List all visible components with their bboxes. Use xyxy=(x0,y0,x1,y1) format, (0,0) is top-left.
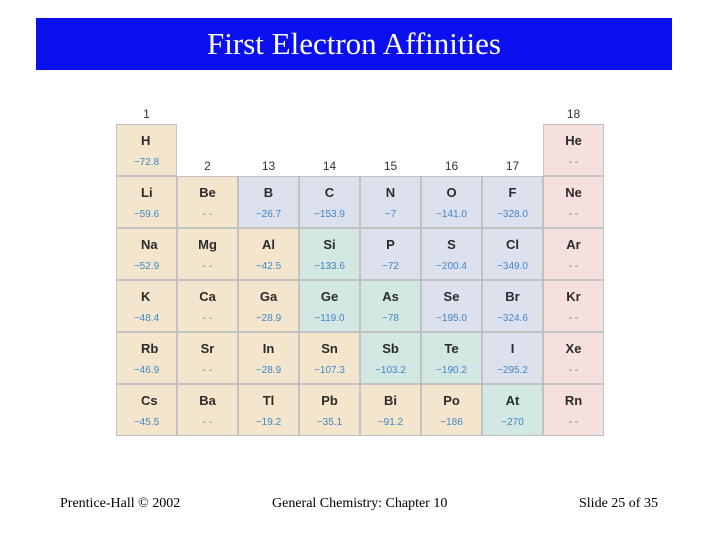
electron-affinity-value: - - xyxy=(202,417,213,428)
electron-affinity-value: −133.6 xyxy=(314,261,345,272)
element-symbol: B xyxy=(263,185,274,200)
element-symbol: Li xyxy=(141,185,153,200)
element-cell-al xyxy=(238,228,299,280)
group-header-2: 2 xyxy=(204,159,211,173)
element-symbol: Xe xyxy=(565,341,582,356)
electron-affinity-value: −295.2 xyxy=(497,365,528,376)
group-header-15: 15 xyxy=(383,159,398,173)
element-symbol: S xyxy=(447,237,456,252)
group-header-13: 13 xyxy=(261,159,276,173)
element-symbol: Po xyxy=(443,393,460,408)
element-symbol: Na xyxy=(141,237,158,252)
electron-affinity-value: −328.0 xyxy=(497,209,528,220)
element-cell-ca xyxy=(177,280,238,332)
element-cell-rn xyxy=(543,384,604,436)
electron-affinity-value: −7 xyxy=(384,209,397,220)
group-header-17: 17 xyxy=(505,159,520,173)
electron-affinity-value: −186 xyxy=(440,417,463,428)
footer-chapter: General Chemistry: Chapter 10 xyxy=(272,496,448,511)
electron-affinity-value: - - xyxy=(202,365,213,376)
electron-affinity-value: −91.2 xyxy=(377,417,404,428)
element-cell-ar xyxy=(543,228,604,280)
electron-affinity-value: - - xyxy=(568,365,579,376)
electron-affinity-value: −72 xyxy=(382,261,399,272)
element-cell-po xyxy=(421,384,482,436)
element-cell-bi xyxy=(360,384,421,436)
element-cell-mg xyxy=(177,228,238,280)
element-symbol: Sb xyxy=(382,341,399,356)
electron-affinity-value: −103.2 xyxy=(375,365,406,376)
electron-affinity-value: −141.0 xyxy=(436,209,467,220)
element-cell-f xyxy=(482,176,543,228)
element-cell-cl xyxy=(482,228,543,280)
electron-affinity-value: −45.5 xyxy=(133,417,160,428)
element-cell-si xyxy=(299,228,360,280)
element-cell-sr xyxy=(177,332,238,384)
electron-affinity-value: −28.9 xyxy=(255,365,282,376)
element-symbol: Ge xyxy=(320,289,339,304)
element-symbol: I xyxy=(510,341,515,356)
element-symbol: Ga xyxy=(259,289,278,304)
element-symbol: In xyxy=(262,341,275,356)
element-symbol: Kr xyxy=(566,289,581,304)
element-symbol: Cl xyxy=(506,237,519,252)
footer-copyright: Prentice-Hall © 2002 xyxy=(60,496,181,511)
electron-affinity-value: - - xyxy=(568,313,579,324)
element-cell-pb xyxy=(299,384,360,436)
electron-affinity-value: - - xyxy=(568,157,579,168)
element-symbol: Cs xyxy=(141,393,158,408)
element-symbol: Sr xyxy=(200,341,215,356)
element-cell-at xyxy=(482,384,543,436)
element-cell-in xyxy=(238,332,299,384)
element-cell-ge xyxy=(299,280,360,332)
electron-affinity-value: −324.6 xyxy=(497,313,528,324)
footer-slide-number: Slide 25 of 35 xyxy=(579,496,658,511)
element-symbol: H xyxy=(141,133,151,148)
electron-affinity-value: −28.9 xyxy=(255,313,282,324)
element-symbol: O xyxy=(446,185,457,200)
electron-affinity-value: - - xyxy=(568,209,579,220)
element-cell-xe xyxy=(543,332,604,384)
periodic-table xyxy=(116,106,604,438)
element-cell-be xyxy=(177,176,238,228)
element-symbol: He xyxy=(565,133,582,148)
element-cell-te xyxy=(421,332,482,384)
element-cell-br xyxy=(482,280,543,332)
element-cell-as xyxy=(360,280,421,332)
electron-affinity-value: −52.9 xyxy=(133,261,160,272)
element-symbol: At xyxy=(505,393,520,408)
element-symbol: Ar xyxy=(566,237,581,252)
element-symbol: Rn xyxy=(564,393,583,408)
electron-affinity-value: −78 xyxy=(382,313,399,324)
element-symbol: Mg xyxy=(198,237,217,252)
element-symbol: Pb xyxy=(321,393,338,408)
group-header-18: 18 xyxy=(566,107,581,121)
element-symbol: Se xyxy=(443,289,460,304)
element-cell-ga xyxy=(238,280,299,332)
element-symbol: Ba xyxy=(199,393,216,408)
element-symbol: Tl xyxy=(262,393,275,408)
electron-affinity-value: - - xyxy=(568,261,579,272)
element-cell-tl xyxy=(238,384,299,436)
element-cell-rb xyxy=(116,332,177,384)
electron-affinity-value: −42.5 xyxy=(255,261,282,272)
element-cell-sb xyxy=(360,332,421,384)
electron-affinity-value: - - xyxy=(202,313,213,324)
electron-affinity-value: −48.4 xyxy=(133,313,160,324)
element-cell-cs xyxy=(116,384,177,436)
electron-affinity-value: - - xyxy=(202,209,213,220)
electron-affinity-value: −26.7 xyxy=(255,209,282,220)
electron-affinity-value: −107.3 xyxy=(314,365,345,376)
element-cell-ne xyxy=(543,176,604,228)
slide-title: First Electron Affinities xyxy=(207,26,501,61)
element-cell-s xyxy=(421,228,482,280)
element-cell-he xyxy=(543,124,604,176)
electron-affinity-value: −119.0 xyxy=(314,313,345,324)
electron-affinity-value: −153.9 xyxy=(314,209,345,220)
electron-affinity-value: −72.8 xyxy=(133,157,160,168)
element-cell-h xyxy=(116,124,177,176)
element-symbol: Be xyxy=(199,185,216,200)
element-cell-sn xyxy=(299,332,360,384)
element-symbol: F xyxy=(508,185,517,200)
element-cell-ba xyxy=(177,384,238,436)
element-symbol: Ca xyxy=(199,289,216,304)
group-header-16: 16 xyxy=(444,159,459,173)
electron-affinity-value: −349.0 xyxy=(497,261,528,272)
element-cell-i xyxy=(482,332,543,384)
electron-affinity-value: - - xyxy=(202,261,213,272)
element-symbol: Br xyxy=(505,289,520,304)
element-cell-k xyxy=(116,280,177,332)
electron-affinity-value: −19.2 xyxy=(255,417,282,428)
element-symbol: Te xyxy=(444,341,459,356)
element-cell-se xyxy=(421,280,482,332)
element-cell-p xyxy=(360,228,421,280)
element-cell-n xyxy=(360,176,421,228)
element-cell-kr xyxy=(543,280,604,332)
element-symbol: N xyxy=(385,185,396,200)
group-header-1: 1 xyxy=(143,107,150,121)
element-symbol: C xyxy=(324,185,335,200)
element-symbol: Al xyxy=(262,237,275,252)
electron-affinity-value: −200.4 xyxy=(436,261,467,272)
electron-affinity-value: −35.1 xyxy=(316,417,343,428)
slide-title-bar xyxy=(36,18,672,70)
electron-affinity-value: - - xyxy=(568,417,579,428)
element-symbol: K xyxy=(141,289,151,304)
element-cell-b xyxy=(238,176,299,228)
electron-affinity-value: −59.6 xyxy=(133,209,160,220)
element-symbol: P xyxy=(386,237,395,252)
element-symbol: Rb xyxy=(141,341,159,356)
element-cell-na xyxy=(116,228,177,280)
group-header-14: 14 xyxy=(322,159,337,173)
element-cell-o xyxy=(421,176,482,228)
electron-affinity-value: −270 xyxy=(501,417,524,428)
element-symbol: Bi xyxy=(384,393,397,408)
electron-affinity-value: −46.9 xyxy=(133,365,160,376)
electron-affinity-value: −195.0 xyxy=(436,313,467,324)
element-symbol: Ne xyxy=(565,185,582,200)
element-symbol: Sn xyxy=(321,341,338,356)
element-symbol: Si xyxy=(323,237,336,252)
element-cell-c xyxy=(299,176,360,228)
electron-affinity-value: −190.2 xyxy=(436,365,467,376)
element-symbol: As xyxy=(382,289,399,304)
element-cell-li xyxy=(116,176,177,228)
